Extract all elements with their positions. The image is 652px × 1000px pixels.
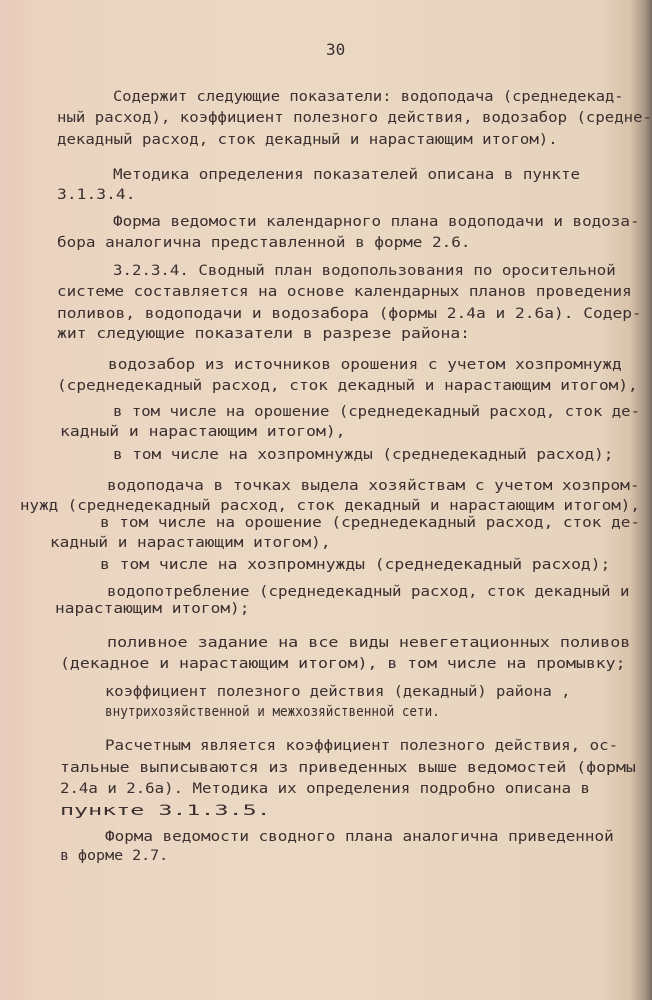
text-line: 3.2.3.4. Сводный план водопользования по оросительной bbox=[113, 263, 616, 279]
text-line: Содержит следующие показатели: водоподача (среднедекад- bbox=[113, 89, 624, 105]
text-line: пункте 3.1.3.5. bbox=[60, 803, 271, 819]
text-line: жит следующие показатели в разрезе района: bbox=[57, 326, 471, 342]
text-line: коэффициент полезного действия (декадный) района , bbox=[105, 684, 571, 700]
text-line: 2.4а и 2.6а). Методика их определения подробно описана в bbox=[60, 781, 591, 797]
text-line: водоподача в точках выдела хозяйствам с учетом хозпром- bbox=[107, 478, 640, 494]
text-line: (декадное и нарастающим итогом), в том числе на промывку; bbox=[60, 656, 626, 672]
text-line: в том числе на хозпромнужды (среднедекадный расход); bbox=[113, 447, 614, 463]
text-line: Форма ведомости сводного плана аналогична приведенной bbox=[105, 829, 614, 845]
text-line: системе составляется на основе календарных планов проведения bbox=[57, 284, 632, 300]
text-line: в том числе на орошение (среднедекадный расход, сток де- bbox=[100, 515, 641, 531]
text-line: нужд (среднедекадный расход, сток декадный и нарастающим итогом), bbox=[20, 498, 640, 514]
text-line: 3.1.3.4. bbox=[57, 187, 136, 203]
text-line: водозабор из источников орошения с учетом хозпромнужд bbox=[108, 357, 622, 373]
page-number: 30 bbox=[326, 40, 346, 59]
text-line: декадный расход, сток декадный и нарастающим итогом). bbox=[57, 132, 558, 148]
text-line: Расчетным является коэффициент полезного действия, ос- bbox=[105, 738, 619, 754]
text-line: бора аналогична представленной в форме 2.6. bbox=[57, 235, 471, 251]
text-line: в форме 2.7. bbox=[60, 848, 169, 864]
text-line: Методика определения показателей описана в пункте bbox=[113, 167, 581, 183]
text-line: поливов, водоподачи и водозабора (формы 2.4а и 2.6а). Содер- bbox=[57, 306, 642, 322]
text-line: водопотребление (среднедекадный расход, сток декадный и bbox=[107, 584, 630, 600]
text-line: поливное задание на все виды невегетационных поливов bbox=[107, 635, 631, 651]
text-line: в том числе на орошение (среднедекадный расход, сток де- bbox=[113, 404, 641, 420]
text-line: Форма ведомости календарного плана водоподачи и водоза- bbox=[113, 214, 640, 230]
text-line: кадный и нарастающим итогом), bbox=[50, 535, 331, 551]
text-line: внутрихозяйственной и межхозяйственной сети. bbox=[105, 704, 440, 720]
text-line: нарастающим итогом); bbox=[55, 601, 250, 617]
text-line: кадный и нарастающим итогом), bbox=[60, 424, 346, 440]
text-line: ный расход), коэффициент полезного действия, водозабор (средне- bbox=[57, 110, 652, 126]
text-line: в том числе на хозпромнужды (среднедекадный расход); bbox=[100, 557, 611, 573]
text-line: (среднедекадный расход, сток декадный и нарастающим итогом), bbox=[57, 378, 638, 394]
text-line: тальные выписываются из приведенных выше ведомостей (формы bbox=[60, 760, 636, 776]
